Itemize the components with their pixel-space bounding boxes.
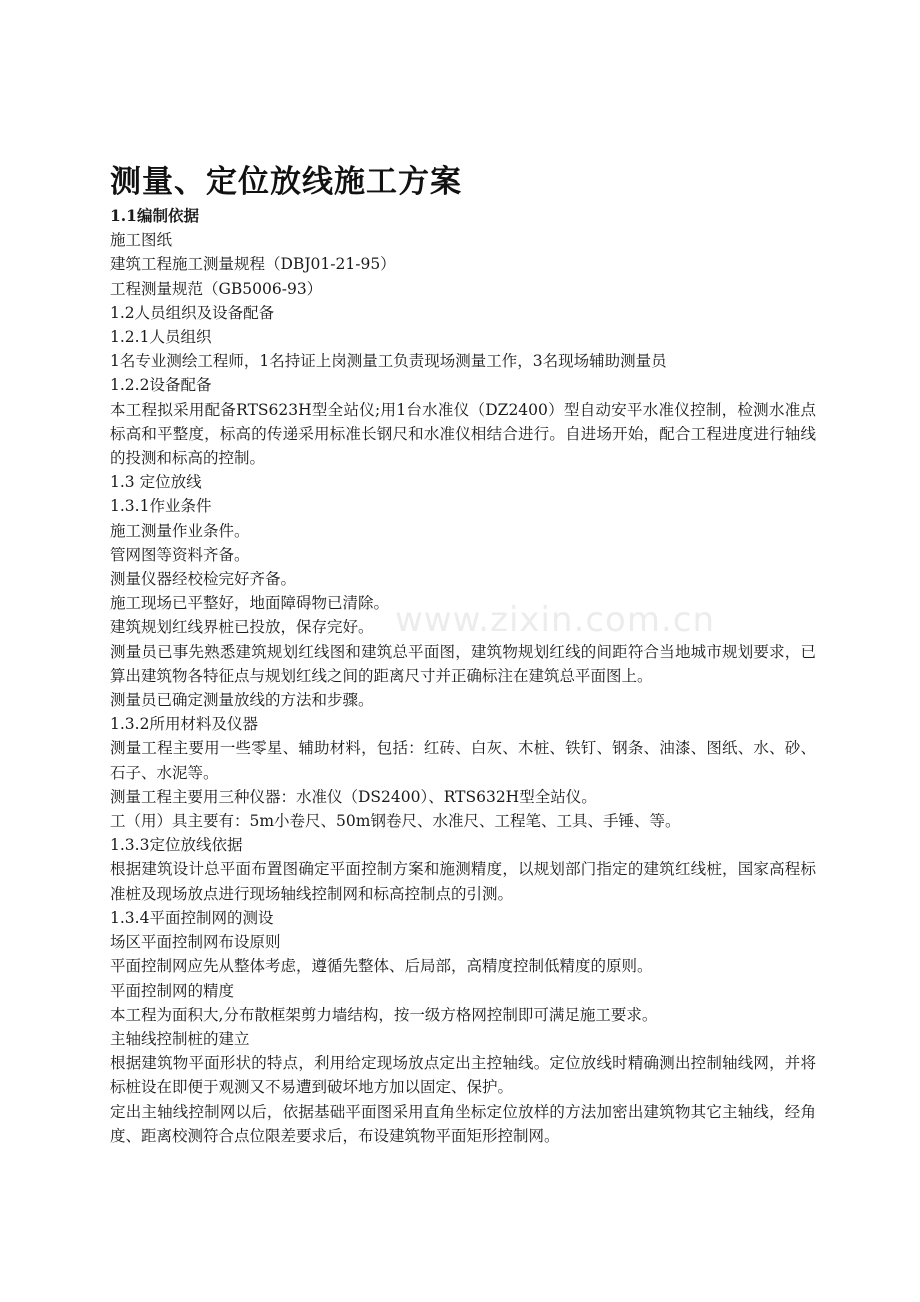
text-line: 测量工程主要用一些零星、辅助材料，包括：红砖、白灰、木桩、铁钉、钢条、油漆、图纸、水、砂、石子、水泥等。: [110, 739, 816, 782]
text-line: 施工现场已平整好，地面障碍物已清除。: [110, 594, 390, 613]
text-line: 施工测量作业条件。: [110, 521, 250, 540]
text-line: 本工程拟采用配备RTS623H型全站仪;用1台水准仪（DZ2400）型自动安平水准仪控制，检测水准点标高和平整度，标高的传递采用标准长钢尺和水准仪相结合进行。自进场开始，配合工程进度进行轴线的投测和标高的控制。: [110, 400, 816, 468]
text-line: 1.3.2所用材料及仪器: [110, 715, 258, 734]
text-line: 平面控制网应先从整体考虑，遵循先整体、后局部，高精度控制低精度的原则。: [110, 957, 653, 976]
document-body: [110, 204, 816, 1148]
text-line: 1.3.1作业条件: [110, 497, 212, 516]
text-line: 根据建筑物平面形状的特点，利用给定现场放点定出主控轴线。定位放线时精确测出控制轴线网，并将标桩设在即便于观测又不易遭到破坏地方加以固定、保护。: [110, 1054, 816, 1097]
text-line: 建筑规划红线界桩已投放，保存完好。: [110, 618, 374, 637]
text-line: 1名专业测绘工程师，1名持证上岗测量工负责现场测量工作，3名现场辅助测量员: [110, 352, 667, 371]
watermark: www.zixin.com.cn: [395, 600, 715, 640]
text-line: 建筑工程施工测量规程（DBJ01-21-95）: [110, 255, 396, 274]
text-line: 1.3.4平面控制网的测设: [110, 908, 274, 927]
text-line: 管网图等资料齐备。: [110, 545, 250, 564]
text-line: 工（用）具主要有：5m小卷尺、50m钢卷尺、水准尺、工程笔、工具、手锤、等。: [110, 812, 681, 831]
text-line: 场区平面控制网布设原则: [110, 933, 281, 952]
text-line: 1.2人员组织及设备配备: [110, 303, 275, 322]
section-heading: 1.1编制依据: [110, 206, 199, 225]
text-line: 定出主轴线控制网以后，依据基础平面图采用直角坐标定位放样的方法加密出建筑物其它主轴线，经角度、距离校测符合点位限差要求后，布设建筑物平面矩形控制网。: [110, 1102, 816, 1145]
text-line: 1.2.2设备配备: [110, 376, 212, 395]
text-line: 测量仪器经校检完好齐备。: [110, 570, 297, 589]
document-title: 测量、定位放线施工方案: [110, 164, 462, 200]
text-line: 1.2.1人员组织: [110, 328, 212, 347]
text-line: 主轴线控制桩的建立: [110, 1029, 250, 1048]
text-line: 平面控制网的精度: [110, 981, 235, 1000]
text-line: 1.3 定位放线: [110, 473, 202, 492]
text-line: 工程测量规范（GB5006-93）: [110, 279, 323, 298]
text-line: 测量工程主要用三种仪器：水准仪（DS2400）、RTS632H型全站仪。: [110, 787, 597, 806]
text-line: 测量员已事先熟悉建筑规划红线图和建筑总平面图，建筑物规划红线的间距符合当地城市规划要求，已算出建筑物各特征点与规划红线之间的距离尺寸并正确标注在建筑总平面图上。: [110, 642, 816, 685]
text-line: 根据建筑设计总平面布置图确定平面控制方案和施测精度，以规划部门指定的建筑红线桩，国家高程标准桩及现场放点进行现场轴线控制网和标高控制点的引测。: [110, 860, 816, 903]
document-page: [110, 162, 816, 1148]
text-line: 测量员已确定测量放线的方法和步骤。: [110, 691, 374, 710]
text-line: 本工程为面积大,分布散框架剪力墙结构，按一级方格网控制即可满足施工要求。: [110, 1005, 658, 1024]
text-line: 1.3.3定位放线依据: [110, 836, 243, 855]
text-line: 施工图纸: [110, 231, 173, 250]
